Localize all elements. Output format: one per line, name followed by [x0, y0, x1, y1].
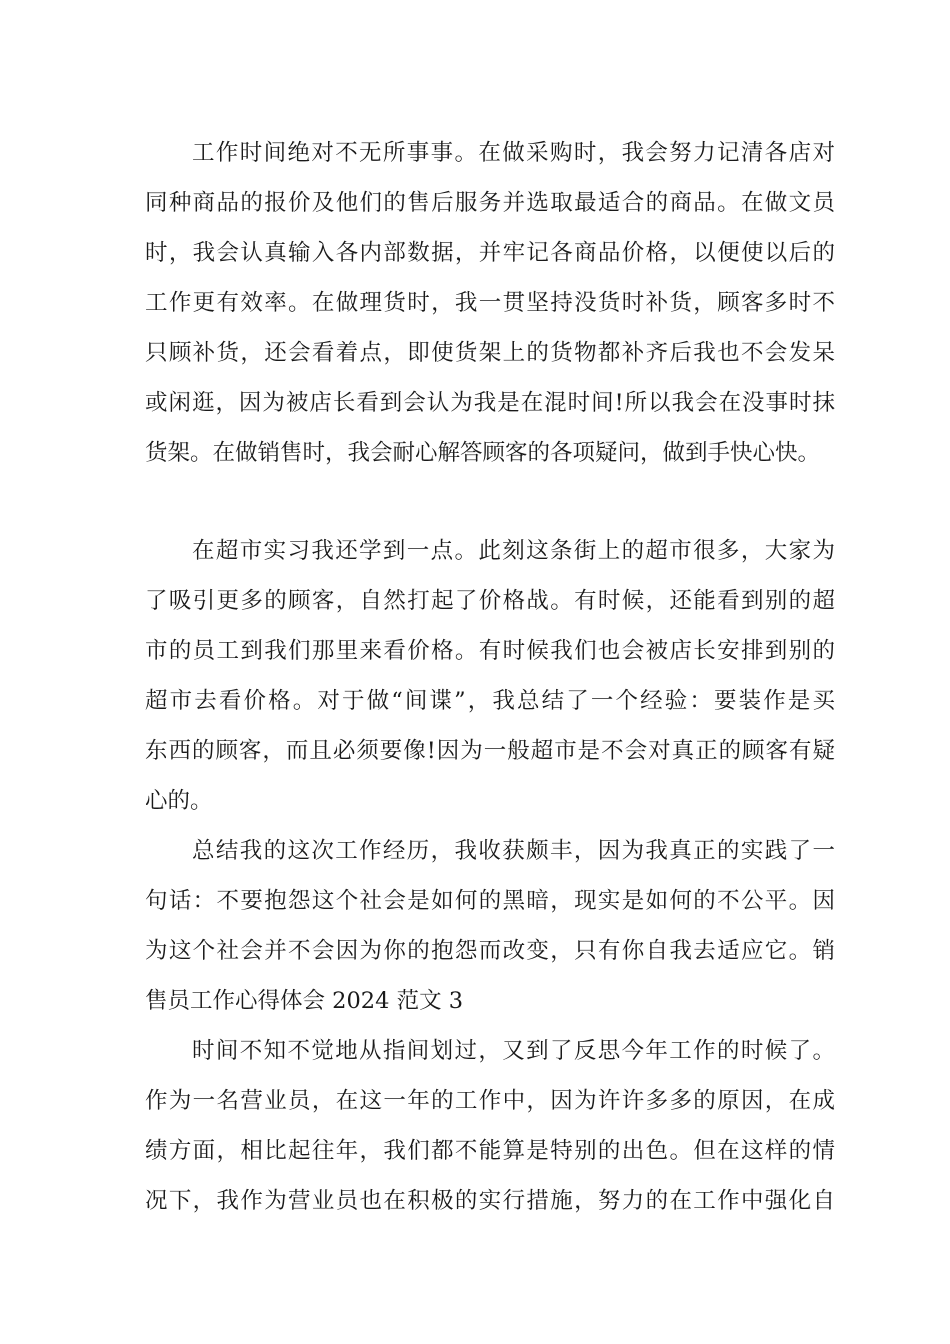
text-line: 工作更有效率。在做理货时，我一贯坚持没货时补货，顾客多时不 [145, 290, 835, 316]
text-line: 了吸引更多的顾客，自然打起了价格战。有时候，还能看到别的超 [145, 588, 835, 614]
text-line: 作为一名营业员，在这一年的工作中，因为许许多多的原因，在成 [145, 1088, 835, 1114]
text-line: 货架。在做销售时，我会耐心解答顾客的各项疑问，做到手快心快。 [145, 440, 821, 466]
text-line: 只顾补货，还会看着点，即使货架上的货物都补齐后我也不会发呆 [145, 340, 835, 366]
text-line: 总结我的这次工作经历，我收获颇丰，因为我真正的实践了一 [192, 838, 835, 864]
text-line: 超市去看价格。对于做“间谍”，我总结了一个经验：要装作是买 [145, 688, 835, 714]
text-line: 心的。 [145, 788, 213, 814]
text-line: 工作时间绝对不无所事事。在做采购时，我会努力记清各店对 [192, 140, 835, 166]
text-line: 或闲逛，因为被店长看到会认为我是在混时间!所以我会在没事时抹 [145, 390, 835, 416]
text-line: 市的员工到我们那里来看价格。有时候我们也会被店长安排到别的 [145, 638, 835, 664]
text-line: 为这个社会并不会因为你的抱怨而改变，只有你自我去适应它。销 [145, 938, 835, 964]
text-line: 在超市实习我还学到一点。此刻这条街上的超市很多，大家为 [192, 538, 835, 564]
text-line: 同种商品的报价及他们的售后服务并选取最适合的商品。在做文员 [145, 190, 835, 216]
text-line: 时，我会认真输入各内部数据，并牢记各商品价格，以便使以后的 [145, 240, 835, 266]
text-line: 绩方面，相比起往年，我们都不能算是特别的出色。但在这样的情 [145, 1138, 835, 1164]
text-line: 时间不知不觉地从指间划过，又到了反思今年工作的时候了。 [192, 1038, 835, 1064]
text-line: 售员工作心得体会 2024 范文 3 [145, 988, 464, 1014]
text-line: 东西的顾客，而且必须要像!因为一般超市是不会对真正的顾客有疑 [145, 738, 835, 764]
text-line: 况下，我作为营业员也在积极的实行措施，努力的在工作中强化自 [145, 1188, 835, 1214]
text-line: 句话：不要抱怨这个社会是如何的黑暗，现实是如何的不公平。因 [145, 888, 835, 914]
